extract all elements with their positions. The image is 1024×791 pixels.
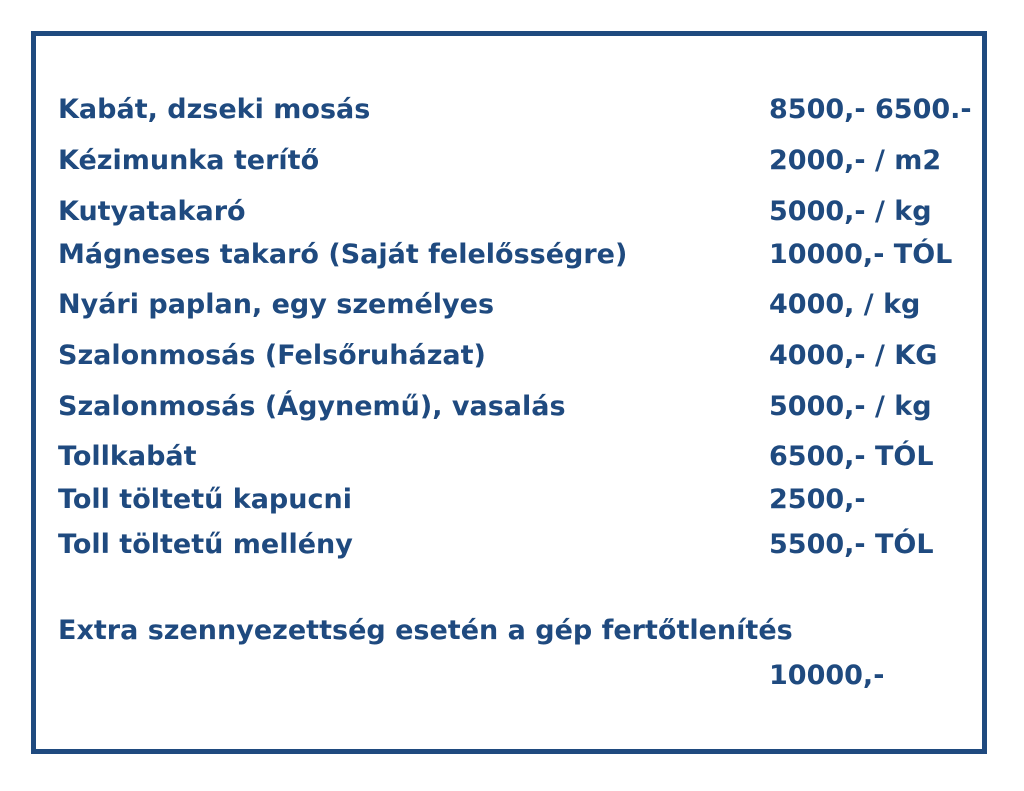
item-price: 5500,- TÓL [769, 529, 934, 560]
price-row-kezimunka [58, 144, 998, 178]
item-label: Toll töltetű mellény [58, 529, 353, 560]
item-price: 4000, / kg [769, 289, 921, 320]
item-price: 5000,- / kg [769, 391, 932, 422]
item-price: 5000,- / kg [769, 196, 932, 227]
price-row-kapucni [58, 483, 998, 517]
item-price: 8500,- 6500.- [769, 94, 972, 125]
item-label: Kabát, dzseki mosás [58, 94, 371, 125]
item-label: Nyári paplan, egy személyes [58, 289, 495, 320]
item-label: Szalonmosás (Ágynemű), vasalás [58, 391, 566, 422]
item-label: Kutyatakaró [58, 196, 246, 227]
item-label: Tollkabát [58, 441, 197, 472]
price-row-magneses [58, 238, 998, 272]
price-row-kutyatakaro [58, 195, 998, 229]
price-row-nyari-paplan [58, 288, 998, 322]
item-price: 10000,- TÓL [769, 239, 953, 270]
item-label: Toll töltetű kapucni [58, 484, 352, 515]
item-label: Kézimunka terítő [58, 145, 320, 176]
item-price: 2500,- [769, 484, 866, 515]
item-price: 6500,- TÓL [769, 441, 934, 472]
item-label: Szalonmosás (Felsőruházat) [58, 340, 486, 371]
extra-note-label: Extra szennyezettség esetén a gép fertőtlenítés [58, 615, 793, 646]
price-row-tollkabat [58, 440, 998, 474]
extra-note-price: 10000,- [769, 660, 885, 691]
item-price: 2000,- / m2 [769, 145, 942, 176]
price-row-szalon-agynemu [58, 390, 998, 424]
item-price: 4000,- / KG [769, 340, 938, 371]
price-row-kabat [58, 93, 998, 127]
price-row-melleny [58, 528, 998, 562]
item-label: Mágneses takaró (Saját felelősségre) [58, 239, 628, 270]
price-row-szalon-felso [58, 339, 998, 373]
